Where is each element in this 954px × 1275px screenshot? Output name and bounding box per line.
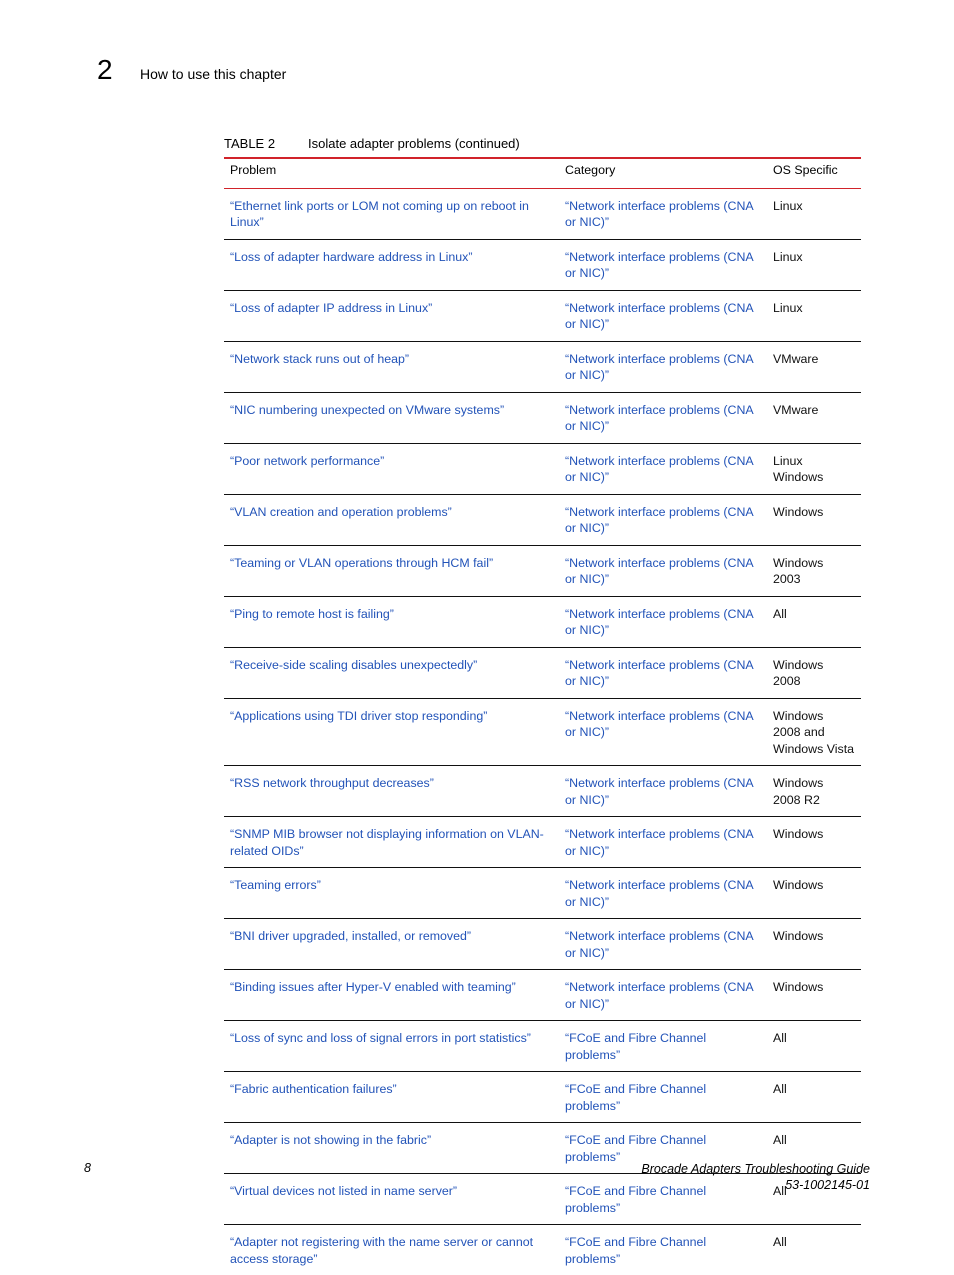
footer-doc-info [641, 1161, 870, 1193]
os-specific-cell: Windows [767, 494, 861, 545]
category-link[interactable]: “FCoE and Fibre Channel problems” [559, 1174, 767, 1225]
table-row [224, 868, 861, 919]
problem-link[interactable]: “NIC numbering unexpected on VMware systems” [224, 392, 559, 443]
category-link[interactable]: “Network interface problems (CNA or NIC)” [559, 443, 767, 494]
table-row [224, 817, 861, 868]
table-row [224, 1072, 861, 1123]
category-link[interactable]: “Network interface problems (CNA or NIC)” [559, 545, 767, 596]
os-specific-cell: Windows [767, 868, 861, 919]
category-link[interactable]: “Network interface problems (CNA or NIC)” [559, 494, 767, 545]
problem-link[interactable]: “BNI driver upgraded, installed, or removed” [224, 919, 559, 970]
os-specific-cell: Windows 2008 R2 [767, 766, 861, 817]
category-link[interactable]: “FCoE and Fibre Channel problems” [559, 1021, 767, 1072]
os-specific-cell: Windows [767, 817, 861, 868]
os-specific-cell: Windows 2008 [767, 647, 861, 698]
table-row [224, 1225, 861, 1275]
table-row [224, 970, 861, 1021]
os-specific-cell: All [767, 1174, 861, 1225]
os-specific-cell: VMware [767, 341, 861, 392]
column-header-os-specific: OS Specific [767, 158, 861, 188]
category-link[interactable]: “FCoE and Fibre Channel problems” [559, 1072, 767, 1123]
table-row [224, 919, 861, 970]
table-row [224, 698, 861, 766]
category-link[interactable]: “Network interface problems (CNA or NIC)” [559, 647, 767, 698]
table-header-row [224, 158, 861, 188]
table-row [224, 647, 861, 698]
os-specific-cell: Linux [767, 290, 861, 341]
table-body [224, 188, 861, 1275]
table-row [224, 443, 861, 494]
problem-link[interactable]: “Ping to remote host is failing” [224, 596, 559, 647]
os-specific-cell: All [767, 1225, 861, 1275]
table-row [224, 766, 861, 817]
os-specific-cell: All [767, 596, 861, 647]
problem-link[interactable]: “Fabric authentication failures” [224, 1072, 559, 1123]
problems-table [224, 157, 861, 1275]
table-caption [224, 135, 520, 152]
column-header-problem: Problem [224, 158, 559, 188]
table-row [224, 239, 861, 290]
table-row [224, 341, 861, 392]
table-row [224, 1021, 861, 1072]
category-link[interactable]: “FCoE and Fibre Channel problems” [559, 1123, 767, 1174]
os-specific-cell: Windows 2008 and Windows Vista [767, 698, 861, 766]
problem-link[interactable]: “Virtual devices not listed in name server” [224, 1174, 559, 1225]
category-link[interactable]: “Network interface problems (CNA or NIC)” [559, 392, 767, 443]
table-row [224, 494, 861, 545]
problem-link[interactable]: “Ethernet link ports or LOM not coming up on reboot in Linux” [224, 188, 559, 239]
category-link[interactable]: “Network interface problems (CNA or NIC)” [559, 239, 767, 290]
category-link[interactable]: “Network interface problems (CNA or NIC)” [559, 596, 767, 647]
problem-link[interactable]: “Binding issues after Hyper-V enabled with teaming” [224, 970, 559, 1021]
os-specific-cell: All [767, 1123, 861, 1174]
problem-link[interactable]: “Poor network performance” [224, 443, 559, 494]
doc-number: 53-1002145-01 [641, 1177, 870, 1193]
problem-link[interactable]: “Teaming or VLAN operations through HCM fail” [224, 545, 559, 596]
chapter-number: 2 [97, 54, 113, 86]
book-title: Brocade Adapters Troubleshooting Guide [641, 1161, 870, 1177]
os-specific-cell: Linux Windows [767, 443, 861, 494]
os-specific-cell: Linux [767, 188, 861, 239]
category-link[interactable]: “Network interface problems (CNA or NIC)” [559, 698, 767, 766]
problem-link[interactable]: “Receive-side scaling disables unexpectedly” [224, 647, 559, 698]
os-specific-cell: Windows [767, 919, 861, 970]
table-title: Isolate adapter problems (continued) [308, 136, 520, 151]
problem-link[interactable]: “Loss of adapter hardware address in Linux” [224, 239, 559, 290]
category-link[interactable]: “FCoE and Fibre Channel problems” [559, 1225, 767, 1275]
problem-link[interactable]: “Network stack runs out of heap” [224, 341, 559, 392]
os-specific-cell: All [767, 1072, 861, 1123]
page-number: 8 [84, 1161, 91, 1175]
problem-link[interactable]: “Adapter is not showing in the fabric” [224, 1123, 559, 1174]
os-specific-cell: Windows [767, 970, 861, 1021]
problem-link[interactable]: “Loss of sync and loss of signal errors in port statistics” [224, 1021, 559, 1072]
category-link[interactable]: “Network interface problems (CNA or NIC)” [559, 970, 767, 1021]
category-link[interactable]: “Network interface problems (CNA or NIC)” [559, 188, 767, 239]
category-link[interactable]: “Network interface problems (CNA or NIC)” [559, 766, 767, 817]
os-specific-cell: VMware [767, 392, 861, 443]
category-link[interactable]: “Network interface problems (CNA or NIC)” [559, 868, 767, 919]
os-specific-cell: Linux [767, 239, 861, 290]
problem-link[interactable]: “SNMP MIB browser not displaying information on VLAN-related OIDs” [224, 817, 559, 868]
category-link[interactable]: “Network interface problems (CNA or NIC)” [559, 341, 767, 392]
problem-link[interactable]: “Teaming errors” [224, 868, 559, 919]
table-row [224, 545, 861, 596]
table-row [224, 290, 861, 341]
category-link[interactable]: “Network interface problems (CNA or NIC)” [559, 817, 767, 868]
category-link[interactable]: “Network interface problems (CNA or NIC)” [559, 919, 767, 970]
os-specific-cell: Windows 2003 [767, 545, 861, 596]
os-specific-cell: All [767, 1021, 861, 1072]
table-label: TABLE 2 [224, 135, 308, 152]
problem-link[interactable]: “Adapter not registering with the name server or cannot access storage” [224, 1225, 559, 1275]
problem-link[interactable]: “VLAN creation and operation problems” [224, 494, 559, 545]
table-row [224, 188, 861, 239]
category-link[interactable]: “Network interface problems (CNA or NIC)” [559, 290, 767, 341]
table-row [224, 392, 861, 443]
chapter-title: How to use this chapter [140, 65, 286, 83]
table-row [224, 596, 861, 647]
problem-link[interactable]: “RSS network throughput decreases” [224, 766, 559, 817]
column-header-category: Category [559, 158, 767, 188]
problem-link[interactable]: “Applications using TDI driver stop responding” [224, 698, 559, 766]
problem-link[interactable]: “Loss of adapter IP address in Linux” [224, 290, 559, 341]
